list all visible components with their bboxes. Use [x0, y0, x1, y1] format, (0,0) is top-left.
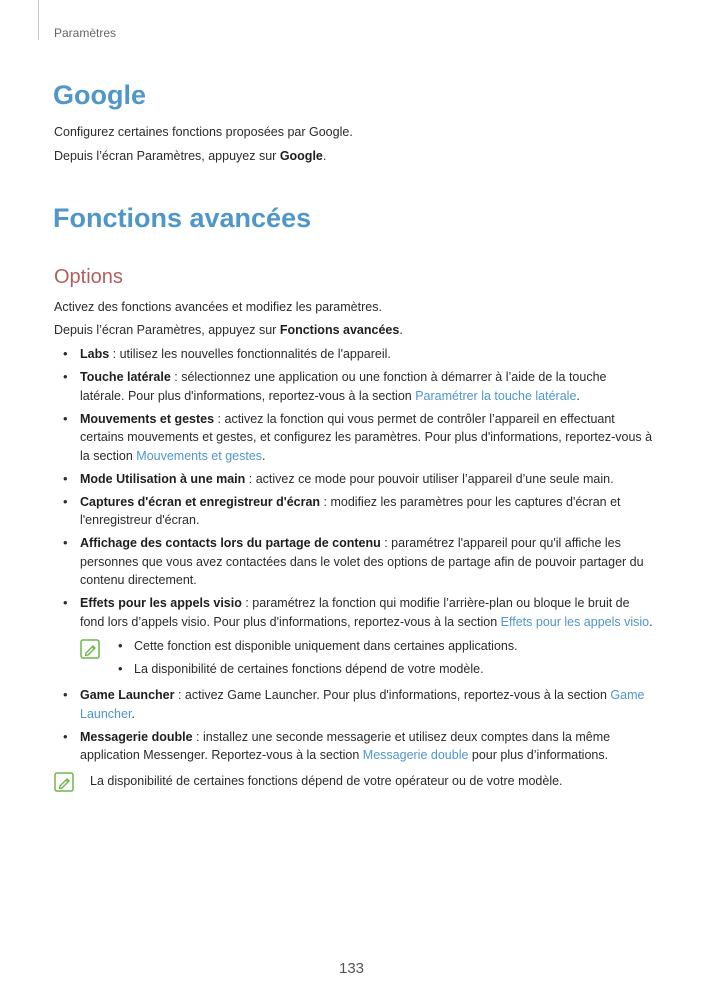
advanced-intro: Activez des fonctions avancées et modifiez les paramètres. — [54, 300, 382, 314]
list-item: • Affichage des contacts lors du partage de contenu : paramétrez l'appareil pour qu'il affiche les personnes que vous avez contactées dans le volet des options de partage afin de pouvoir partager du contenu directement. — [54, 534, 654, 590]
advanced-title: Fonctions avancées — [53, 203, 312, 233]
list-item: • Messagerie double : installez une seconde messagerie et utilisez deux comptes dans la même application Messenger. Reportez-vous à la section Messagerie double pour plus d’informations. — [54, 728, 654, 765]
list-item: • Labs : utilisez les nouvelles fonctionnalités de l'appareil. — [54, 345, 654, 364]
link-messagerie-double[interactable]: Messagerie double — [362, 748, 469, 762]
list-item: • Mode Utilisation à une main : activez ce mode pour pouvoir utiliser l’appareil d’une seule main. — [54, 470, 654, 489]
link-game-launcher[interactable]: Game Launcher — [80, 688, 645, 721]
list-item: • Captures d'écran et enregistreur d'écran : modifiez les paramètres pour les captures d'écran et l'enregistreur d'écran. — [54, 493, 654, 530]
list-item: • Game Launcher : activez Game Launcher. Pour plus d'informations, reportez-vous à la section Game Launcher. — [54, 686, 654, 723]
google-path: Depuis l’écran Paramètres, appuyez sur Google. — [54, 149, 327, 163]
note-item: • Cette fonction est disponible uniquement dans certaines applications. — [106, 637, 654, 656]
google-intro: Configurez certaines fonctions proposées par Google. — [54, 125, 353, 139]
link-mouvements-gestes[interactable]: Mouvements et gestes — [136, 448, 263, 463]
availability-note-text: La disponibilité de certaines fonctions dépend de votre opérateur ou de votre modèle. — [90, 774, 563, 788]
google-title: Google — [53, 80, 146, 110]
options-title: Options — [54, 266, 123, 288]
section-label: Paramètres — [54, 26, 117, 40]
advanced-path-target: Fonctions avancées — [279, 323, 400, 337]
google-path-target: Google — [279, 149, 323, 163]
page-number: 133 — [338, 960, 365, 977]
list-item: • Touche latérale : sélectionnez une application ou une fonction à démarrer à l’aide de la touche latérale. Pour plus d'informations, reportez-vous à la section Paramétrer la touche latérale. — [54, 368, 654, 405]
note-icon — [54, 772, 74, 792]
link-effets-appels-visio[interactable]: Effets pour les appels visio — [500, 614, 650, 629]
list-item: • Effets pour les appels visio : paramétrez la fonction qui modifie l’arrière-plan ou bloque le bruit de fond lors d’appels visio. Pour plus d'informations, reportez-vous à la section Effets pour les appels visio. • Cette fonction est disponible uniquement dans certaines applications. • La disponibilité de certaines fonctions dépend de votre modèle. — [54, 594, 654, 678]
link-touche-laterale[interactable]: Paramétrer la touche latérale — [415, 388, 577, 403]
video-effects-note — [80, 637, 654, 678]
advanced-path: Depuis l’écran Paramètres, appuyez sur Fonctions avancées. — [54, 323, 403, 337]
note-icon — [80, 639, 100, 659]
options-list — [54, 345, 654, 769]
list-item: • Mouvements et gestes : activez la fonction qui vous permet de contrôler l’appareil en effectuant certains mouvements et gestes, et configurez les paramètres. Pour plus d'informations, reportez-vous à la section Mouvements et gestes. — [54, 410, 654, 466]
header-divider — [38, 0, 39, 40]
note-item: • La disponibilité de certaines fonctions dépend de votre modèle. — [106, 660, 654, 679]
